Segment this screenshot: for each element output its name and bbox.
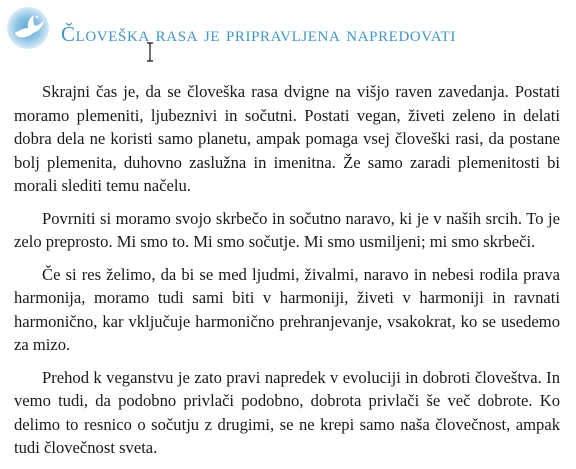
document-header: [0, 0, 576, 62]
paragraph-4: Prehod k veganstvu je zato pravi napredek v evoluciji in dobroti človeštva. In vemo tudi, da podobno privlači podobno, dobrota privlači še več dobrote. Ko delimo to resnico o sočutju z drugimi, se ne krepi samo naša človečnost, ampak tudi človečnost sveta.: [14, 367, 560, 457]
page-title: Človeška rasa je pripravljena napredovati: [61, 22, 456, 46]
paragraph-3: Če si res želimo, da bi se med ljudmi, živalmi, naravo in nebesi rodila prava harmonija, moramo tudi sami biti v harmoniji, živeti v harmoniji in ravnati harmonično, kar vključuje harmonično prehranjevanje, vsakokrat, ko se usedemo za mizo.: [14, 264, 560, 354]
dove-logo-icon: [6, 6, 50, 50]
paragraph-1: Skrajni čas je, da se človeška rasa dvigne na višjo raven zavedanja. Postati moramo plemeniti, ljubeznivi in sočutni. Postati vegan, živeti zeleno in delati dobra dela ne koristi samo planetu, ampak pomaga vsej človeški rasi, da postane bolj plemenita, duhovno zaslužna in imenitna. Že samo zaradi plemenitosti bi morali slediti temu načelu.: [14, 82, 560, 195]
paragraph-2: Povrniti si moramo svojo skrbečo in sočutno naravo, ki je v naših srcih. To je zelo preprosto. Mi smo to. Mi smo sočutje. Mi smo usmiljeni; mi smo skrbeči.: [14, 208, 560, 251]
article-body: [14, 80, 560, 469]
text-cursor-icon: [146, 42, 154, 62]
